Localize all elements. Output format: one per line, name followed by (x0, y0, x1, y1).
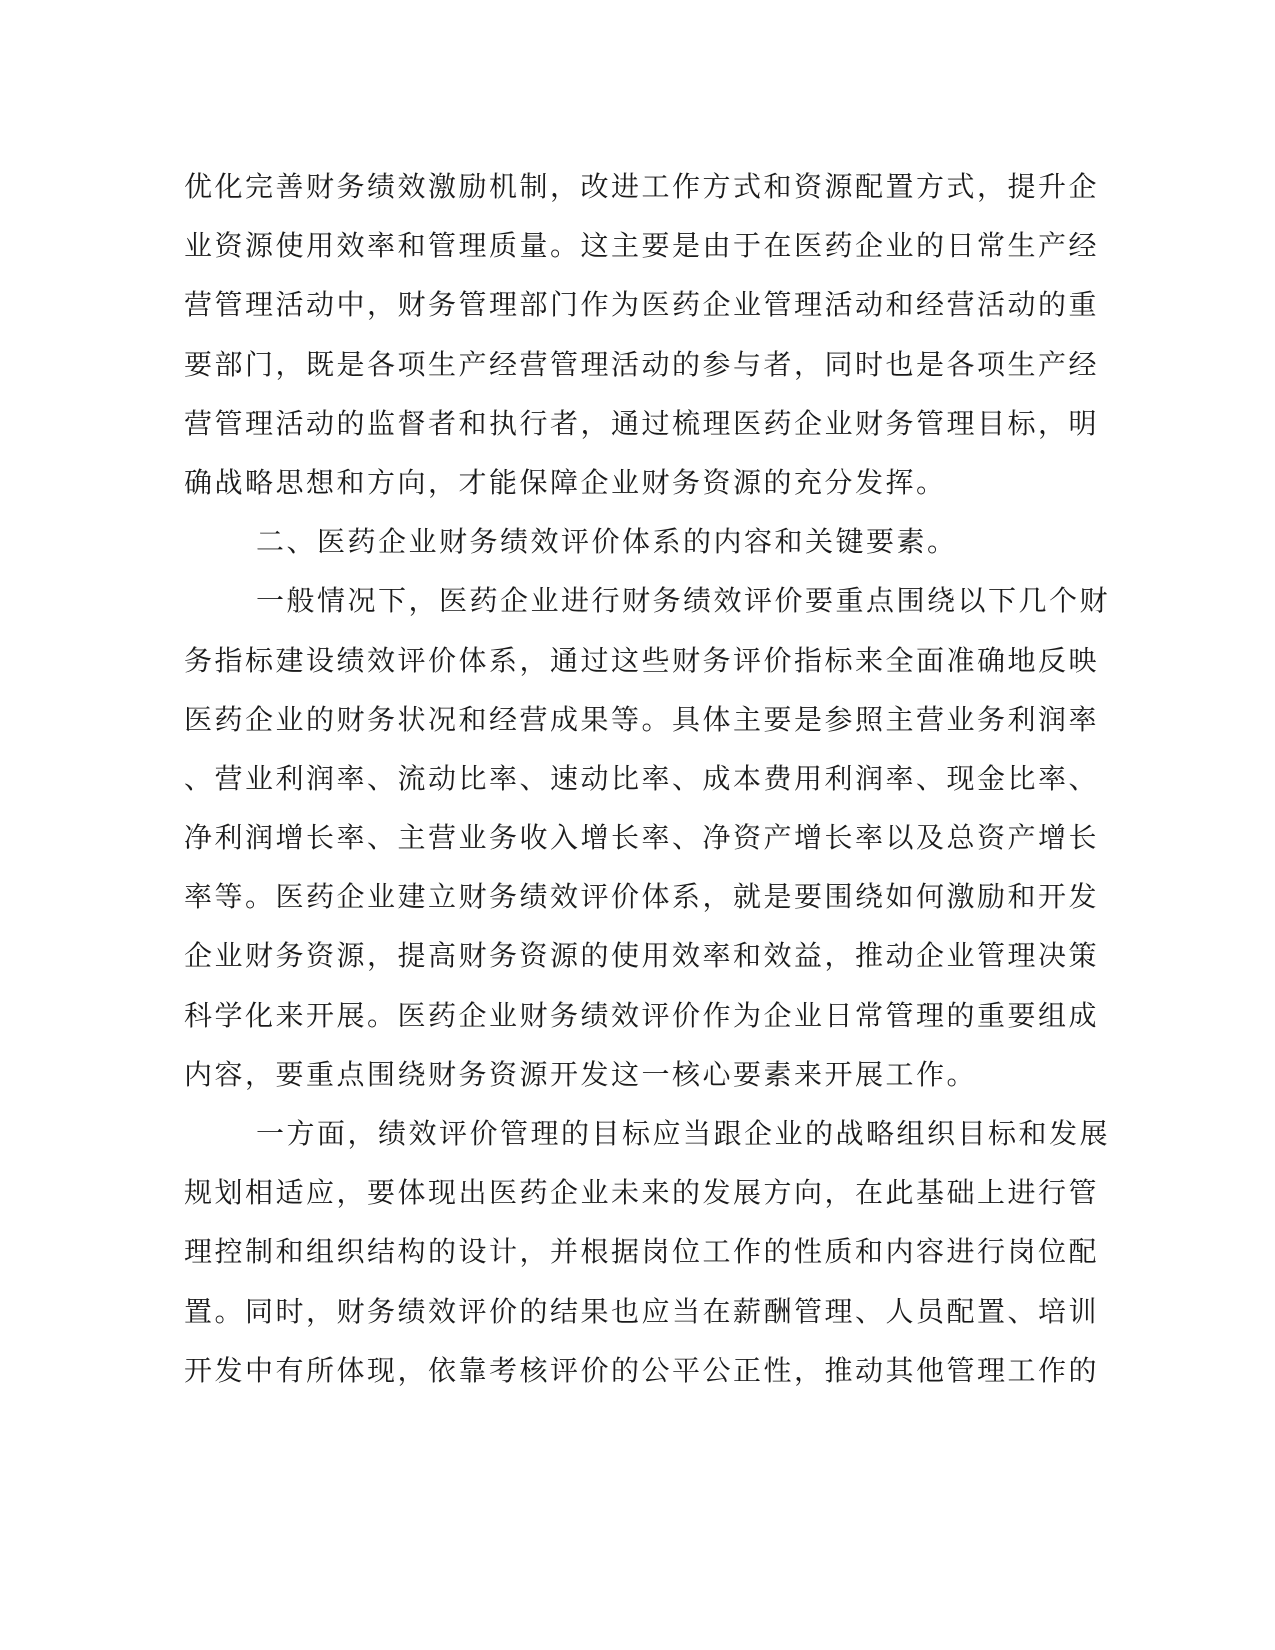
text-line: 确战略思想和方向，才能保障企业财务资源的充分发挥。 (184, 465, 947, 499)
text-line: 规划相适应，要体现出医药企业未来的发展方向，在此基础上进行管 (184, 1176, 1100, 1210)
text-line: 一方面，绩效评价管理的目标应当跟企业的战略组织目标和发展 (256, 1117, 1111, 1150)
text-line: 置。同时，财务绩效评价的结果也应当在薪酬管理、人员配置、培训 (184, 1294, 1100, 1328)
section-heading: 二、医药企业财务绩效评价体系的内容和关键要素。 (256, 525, 958, 559)
text-line: 净利润增长率、主营业务收入增长率、净资产增长率以及总资产增长 (184, 821, 1100, 855)
text-line: 营管理活动中，财务管理部门作为医药企业管理活动和经营活动的重 (184, 288, 1100, 322)
text-line: 开发中有所体现，依靠考核评价的公平公正性，推动其他管理工作的 (184, 1353, 1100, 1387)
text-line: 科学化来开展。医药企业财务绩效评价作为企业日常管理的重要组成 (184, 998, 1100, 1032)
text-line: 医药企业的财务状况和经营成果等。具体主要是参照主营业务利润率 (184, 702, 1100, 736)
text-line: 率等。医药企业建立财务绩效评价体系，就是要围绕如何激励和开发 (184, 880, 1100, 914)
text-line: 理控制和组织结构的设计，并根据岗位工作的性质和内容进行岗位配 (184, 1235, 1100, 1269)
text-line: 、营业利润率、流动比率、速动比率、成本费用利润率、现金比率、 (184, 761, 1100, 795)
body-text (184, 157, 1111, 1400)
text-line: 企业财务资源，提高财务资源的使用效率和效益，推动企业管理决策 (184, 939, 1100, 973)
text-line: 务指标建设绩效评价体系，通过这些财务评价指标来全面准确地反映 (184, 643, 1100, 677)
text-line: 内容，要重点围绕财务资源开发这一核心要素来开展工作。 (184, 1057, 978, 1091)
text-line: 营管理活动的监督者和执行者，通过梳理医药企业财务管理目标，明 (184, 406, 1100, 440)
text-line: 业资源使用效率和管理质量。这主要是由于在医药企业的日常生产经 (184, 229, 1100, 263)
text-line: 优化完善财务绩效激励机制，改进工作方式和资源配置方式，提升企 (184, 170, 1100, 203)
text-line: 一般情况下，医药企业进行财务绩效评价要重点围绕以下几个财 (256, 584, 1111, 618)
text-line: 要部门，既是各项生产经营管理活动的参与者，同时也是各项生产经 (184, 347, 1100, 381)
